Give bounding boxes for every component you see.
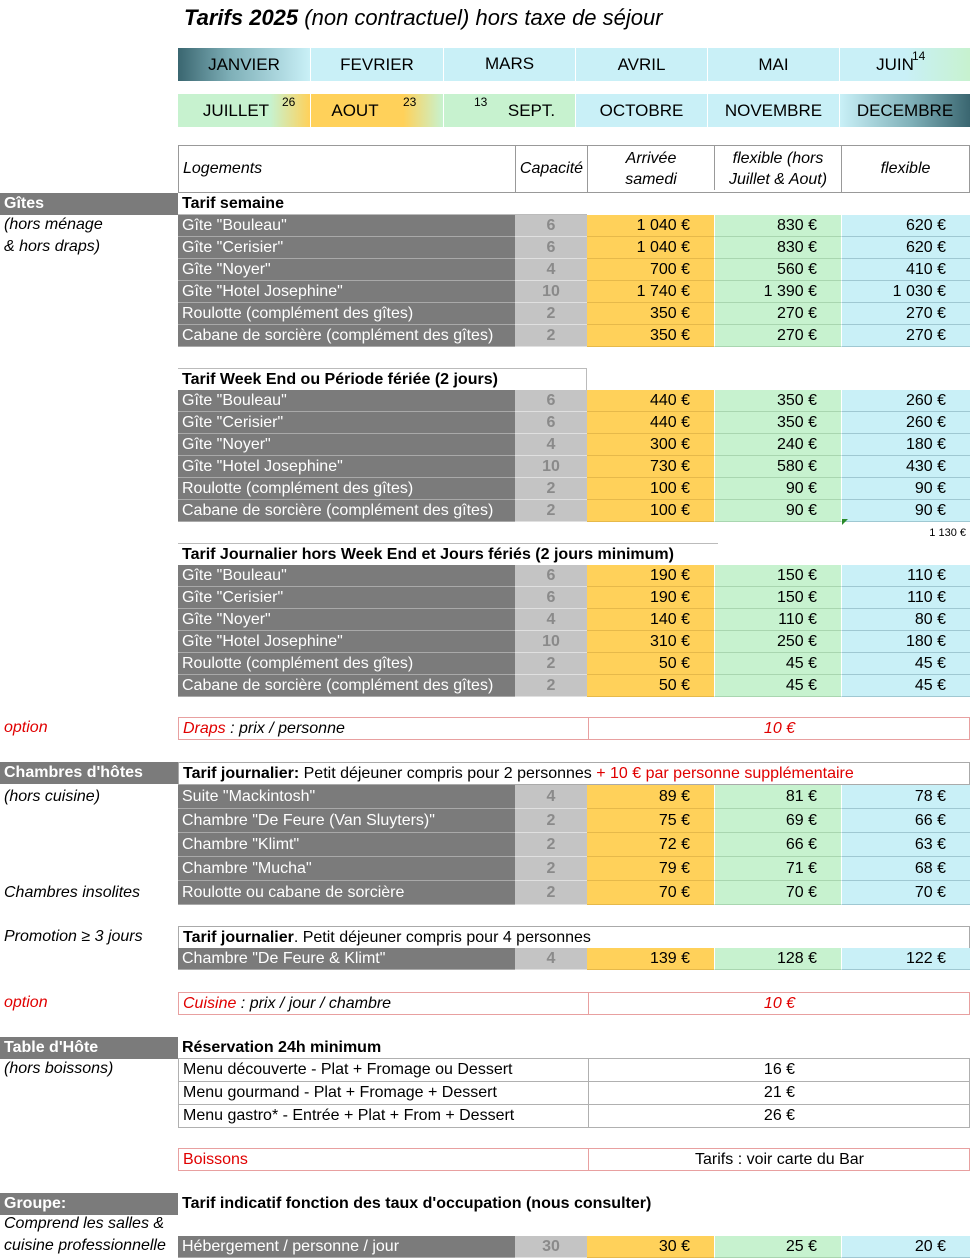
groupe-title: Tarif indicatif fonction des taux d'occupation (nous consulter): [182, 1195, 652, 1212]
row-name: Chambre "De Feure (Van Sluyters)": [178, 809, 515, 833]
row-price-saturday: 50 €: [587, 675, 714, 697]
row-capacity: 4: [515, 434, 587, 456]
row-capacity: 6: [515, 390, 587, 412]
table-row: [178, 653, 970, 675]
row-capacity: 2: [515, 303, 587, 325]
chambres-note: (hors cuisine): [4, 788, 101, 805]
row-price-flexible: 260 €: [841, 390, 970, 412]
row-price-flexible-hors-ete: 69 €: [714, 809, 841, 833]
row-price-saturday: 79 €: [587, 857, 714, 881]
row-price-flexible-hors-ete: 830 €: [714, 237, 841, 259]
row-price-flexible-hors-ete: 1 390 €: [714, 281, 841, 303]
header-capacite: Capacité: [516, 146, 588, 192]
row-capacity: 2: [515, 478, 587, 500]
row-price-flexible: 1 030 €: [841, 281, 970, 303]
row-name: Gîte "Hotel Josephine": [178, 631, 515, 653]
month-mai: MAI: [708, 48, 839, 81]
option-draps-value: 10 €: [588, 718, 970, 739]
table-row: [178, 281, 970, 303]
row-price-flexible-hors-ete: 240 €: [714, 434, 841, 456]
row-capacity: 6: [515, 565, 587, 587]
row-capacity: 10: [515, 281, 587, 303]
option-draps-row: [178, 717, 970, 740]
row-price-saturday: 700 €: [587, 259, 714, 281]
row-price-saturday: 100 €: [587, 478, 714, 500]
promotion-title: Tarif journalier. Petit déjeuner compris pour 4 personnes: [178, 926, 970, 949]
row-price-flexible: 63 €: [841, 833, 970, 857]
row-price-saturday: 89 €: [587, 785, 714, 809]
table-row: [178, 631, 970, 653]
option-draps-label: Draps : prix / personne: [183, 720, 345, 737]
month-novembre: NOVEMBRE: [708, 94, 839, 127]
row-price-flexible-hors-ete: 270 €: [714, 325, 841, 347]
row-capacity: 10: [515, 631, 587, 653]
row-price-flexible: 78 €: [841, 785, 970, 809]
row-price-flexible: 90 €: [841, 500, 970, 522]
gites-note-1: (hors ménage: [4, 216, 103, 233]
row-capacity: 6: [515, 215, 587, 237]
weekend-footnote: 1 130 €: [929, 527, 966, 539]
table-row: [178, 809, 970, 833]
row-capacity: 2: [515, 809, 587, 833]
groupe-note-1: Comprend les salles &: [4, 1215, 165, 1232]
table-row: [178, 948, 970, 970]
menu-row: [178, 1105, 970, 1128]
table-row: [178, 857, 970, 881]
row-capacity: 2: [515, 881, 587, 905]
row-price-saturday: 70 €: [587, 881, 714, 905]
row-price-flexible-hors-ete: 350 €: [714, 412, 841, 434]
row-price-saturday: 310 €: [587, 631, 714, 653]
row-price-flexible: 110 €: [841, 587, 970, 609]
row-name: Hébergement / personne / jour: [178, 1236, 515, 1258]
month-juillet: JUILLET 26: [178, 94, 310, 127]
row-price-saturday: 350 €: [587, 303, 714, 325]
row-name: Gîte "Bouleau": [178, 215, 515, 237]
row-name: Gîte "Noyer": [178, 259, 515, 281]
row-price-flexible: 430 €: [841, 456, 970, 478]
table-row: [178, 325, 970, 347]
row-price-flexible-hors-ete: 66 €: [714, 833, 841, 857]
row-price-flexible-hors-ete: 71 €: [714, 857, 841, 881]
table-row: [178, 237, 970, 259]
option-cuisine-left-label: option: [4, 994, 48, 1011]
row-price-saturday: 1 040 €: [587, 215, 714, 237]
row-price-flexible: 270 €: [841, 325, 970, 347]
boissons-row: [178, 1148, 970, 1171]
row-price-flexible-hors-ete: 128 €: [714, 948, 841, 970]
boissons-value: Tarifs : voir carte du Bar: [588, 1149, 970, 1170]
row-capacity: 2: [515, 857, 587, 881]
row-price-saturday: 140 €: [587, 609, 714, 631]
row-capacity: 4: [515, 948, 587, 970]
row-price-flexible-hors-ete: 25 €: [714, 1236, 841, 1258]
row-price-flexible: 260 €: [841, 412, 970, 434]
table-row: [178, 303, 970, 325]
chambres-title: Tarif journalier: Petit déjeuner compris pour 2 personnes + 10 € par personne supplémentaire: [178, 762, 970, 785]
row-name: Gîte "Hotel Josephine": [178, 456, 515, 478]
row-name: Gîte "Cerisier": [178, 412, 515, 434]
row-price-flexible-hors-ete: 250 €: [714, 631, 841, 653]
month-octobre: OCTOBRE: [576, 94, 707, 127]
row-price-flexible: 110 €: [841, 565, 970, 587]
row-price-flexible-hors-ete: 45 €: [714, 675, 841, 697]
row-capacity: 4: [515, 609, 587, 631]
row-name: Gîte "Noyer": [178, 609, 515, 631]
row-price-saturday: 350 €: [587, 325, 714, 347]
row-price-flexible: 68 €: [841, 857, 970, 881]
row-price-flexible: 180 €: [841, 631, 970, 653]
row-price-flexible: 620 €: [841, 215, 970, 237]
table-row: [178, 259, 970, 281]
row-price-saturday: 440 €: [587, 390, 714, 412]
gites-note-2: & hors draps): [4, 238, 101, 255]
row-price-flexible-hors-ete: 350 €: [714, 390, 841, 412]
option-cuisine-value: 10 €: [588, 993, 970, 1014]
option-cuisine-label: Cuisine : prix / jour / chambre: [183, 995, 392, 1012]
menu-name: Menu découverte - Plat + Fromage ou Dessert: [183, 1061, 513, 1078]
table-row: [178, 587, 970, 609]
month-sept: 13 SEPT.: [444, 94, 575, 127]
row-name: Roulotte (complément des gîtes): [178, 653, 515, 675]
table-row: [178, 456, 970, 478]
menu-price: 26 €: [588, 1105, 970, 1127]
section-label-gites: Gîtes: [0, 193, 178, 215]
tarif-semaine-title: Tarif semaine: [178, 193, 587, 215]
table-row: [178, 478, 970, 500]
table-row: [178, 565, 970, 587]
row-capacity: 10: [515, 456, 587, 478]
comment-marker-icon: [842, 519, 848, 525]
row-price-flexible: 70 €: [841, 881, 970, 905]
row-price-flexible-hors-ete: 90 €: [714, 478, 841, 500]
row-price-flexible: 122 €: [841, 948, 970, 970]
table-row: [178, 390, 970, 412]
header-flexible-hors-ete: flexible (hors Juillet & Aout): [715, 146, 842, 192]
tarif-weekend-title: Tarif Week End ou Période fériée (2 jours): [178, 368, 587, 390]
row-price-flexible-hors-ete: 70 €: [714, 881, 841, 905]
row-price-saturday: 30 €: [587, 1236, 714, 1258]
header-logements: Logements: [179, 146, 516, 192]
header-flexible: flexible: [880, 160, 931, 177]
table-row: [178, 215, 970, 237]
row-price-saturday: 440 €: [587, 412, 714, 434]
month-mars: MARS: [444, 48, 575, 81]
month-aout: AOUT 23: [311, 94, 443, 127]
row-price-flexible-hors-ete: 45 €: [714, 653, 841, 675]
row-name: Chambre "De Feure & Klimt": [178, 948, 515, 970]
month-juin: JUIN 14: [840, 48, 970, 81]
table-row: [178, 609, 970, 631]
table-hote-note: (hors boissons): [4, 1060, 114, 1077]
row-capacity: 2: [515, 325, 587, 347]
row-price-flexible-hors-ete: 90 €: [714, 500, 841, 522]
row-price-saturday: 72 €: [587, 833, 714, 857]
row-name: Suite "Mackintosh": [178, 785, 515, 809]
row-name: Gîte "Hotel Josephine": [178, 281, 515, 303]
row-price-flexible-hors-ete: 110 €: [714, 609, 841, 631]
row-name: Gîte "Bouleau": [178, 390, 515, 412]
row-price-flexible-hors-ete: 560 €: [714, 259, 841, 281]
row-name: Roulotte (complément des gîtes): [178, 303, 515, 325]
row-price-flexible: 410 €: [841, 259, 970, 281]
month-juillet-day: 26: [282, 95, 296, 109]
row-capacity: 6: [515, 587, 587, 609]
row-price-flexible-hors-ete: 150 €: [714, 587, 841, 609]
table-row: [178, 833, 970, 857]
row-name: Gîte "Noyer": [178, 434, 515, 456]
table-row: [178, 785, 970, 809]
chambres-insolites-label: Chambres insolites: [4, 884, 141, 901]
row-capacity: 2: [515, 675, 587, 697]
row-price-flexible-hors-ete: 580 €: [714, 456, 841, 478]
menu-row: [178, 1059, 970, 1082]
row-price-flexible-hors-ete: 830 €: [714, 215, 841, 237]
row-price-saturday: 190 €: [587, 565, 714, 587]
month-sept-day: 13: [474, 95, 488, 109]
row-capacity: 4: [515, 259, 587, 281]
row-price-saturday: 139 €: [587, 948, 714, 970]
row-price-flexible: 80 €: [841, 609, 970, 631]
row-price-flexible: 45 €: [841, 675, 970, 697]
header-arrivee-samedi: Arrivée samedi: [588, 146, 715, 190]
table-hote-title: Réservation 24h minimum: [178, 1037, 970, 1059]
row-capacity: 2: [515, 500, 587, 522]
row-price-flexible: 620 €: [841, 237, 970, 259]
row-capacity: 2: [515, 833, 587, 857]
groupe-note-2: cuisine professionnelle: [4, 1237, 166, 1254]
table-row: [178, 434, 970, 456]
row-price-flexible-hors-ete: 81 €: [714, 785, 841, 809]
row-capacity: 2: [515, 653, 587, 675]
page-title: [184, 5, 663, 31]
row-price-saturday: 730 €: [587, 456, 714, 478]
row-name: Gîte "Bouleau": [178, 565, 515, 587]
row-price-flexible-hors-ete: 150 €: [714, 565, 841, 587]
month-fevrier: FEVRIER: [311, 48, 443, 81]
row-price-flexible: 45 €: [841, 653, 970, 675]
table-row: [178, 412, 970, 434]
row-price-flexible-hors-ete: 270 €: [714, 303, 841, 325]
section-label-table-hote: Table d'Hôte: [0, 1037, 178, 1059]
row-price-saturday: 190 €: [587, 587, 714, 609]
row-price-flexible: 20 €: [841, 1236, 970, 1258]
menu-row: [178, 1082, 970, 1105]
table-row: [178, 500, 970, 522]
table-row: [178, 675, 970, 697]
row-price-flexible: 270 €: [841, 303, 970, 325]
option-cuisine-row: [178, 992, 970, 1015]
month-avril: AVRIL: [576, 48, 707, 81]
table-row: [178, 881, 970, 905]
row-name: Cabane de sorcière (complément des gîtes): [178, 500, 515, 522]
title-bold: Tarifs 2025: [184, 5, 299, 30]
month-decembre: DECEMBRE: [840, 94, 970, 127]
row-price-saturday: 50 €: [587, 653, 714, 675]
boissons-label: Boissons: [183, 1151, 248, 1168]
row-name: Cabane de sorcière (complément des gîtes): [178, 325, 515, 347]
menu-name: Menu gourmand - Plat + Fromage + Dessert: [183, 1084, 497, 1101]
row-name: Chambre "Mucha": [178, 857, 515, 881]
row-price-saturday: 75 €: [587, 809, 714, 833]
menu-name: Menu gastro* - Entrée + Plat + From + Dessert: [183, 1107, 515, 1124]
row-price-flexible: 90 €: [841, 478, 970, 500]
option-draps-left-label: option: [4, 719, 48, 736]
row-price-flexible: 180 €: [841, 434, 970, 456]
section-label-chambres: Chambres d'hôtes: [0, 762, 178, 784]
row-price-saturday: 100 €: [587, 500, 714, 522]
month-janvier: JANVIER: [178, 48, 310, 81]
tarif-journalier-title: Tarif Journalier hors Week End et Jours fériés (2 jours minimum): [178, 543, 718, 565]
row-price-flexible: 66 €: [841, 809, 970, 833]
title-rest: (non contractuel) hors taxe de séjour: [298, 5, 663, 30]
row-capacity: 6: [515, 237, 587, 259]
row-price-saturday: 300 €: [587, 434, 714, 456]
row-name: Cabane de sorcière (complément des gîtes): [178, 675, 515, 697]
row-name: Chambre "Klimt": [178, 833, 515, 857]
section-label-groupe: Groupe:: [0, 1193, 178, 1215]
month-juin-day: 14: [912, 49, 926, 63]
row-price-saturday: 1 740 €: [587, 281, 714, 303]
promotion-label: Promotion ≥ 3 jours: [4, 928, 143, 945]
row-name: Gîte "Cerisier": [178, 587, 515, 609]
row-capacity: 30: [515, 1236, 587, 1258]
row-capacity: 6: [515, 412, 587, 434]
menu-price: 16 €: [588, 1059, 970, 1081]
row-name: Gîte "Cerisier": [178, 237, 515, 259]
column-header: [178, 145, 970, 193]
row-name: Roulotte (complément des gîtes): [178, 478, 515, 500]
menu-price: 21 €: [588, 1082, 970, 1104]
row-capacity: 4: [515, 785, 587, 809]
row-price-saturday: 1 040 €: [587, 237, 714, 259]
row-name: Roulotte ou cabane de sorcière: [178, 881, 515, 905]
table-row: [178, 1236, 970, 1258]
month-aout-day: 23: [403, 95, 417, 109]
